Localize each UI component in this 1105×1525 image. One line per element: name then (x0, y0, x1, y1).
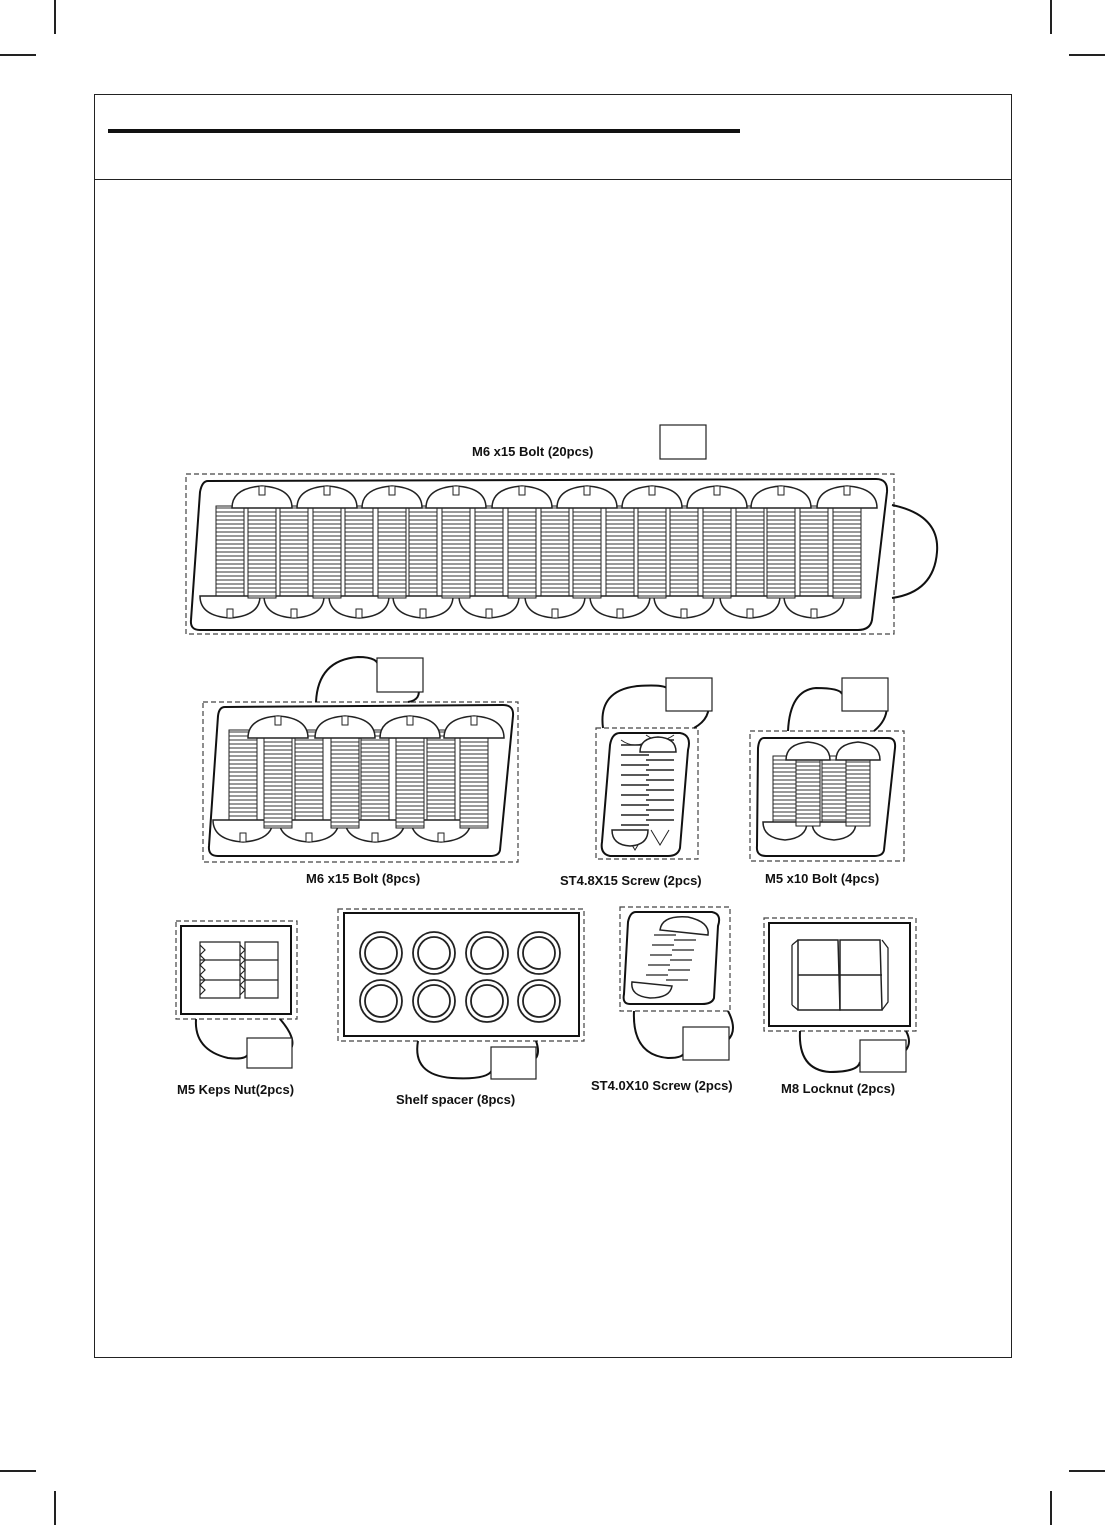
part-label-st40x10-screw: ST4.0X10 Screw (2pcs) (591, 1078, 733, 1093)
part-label-shelf-spacer: Shelf spacer (8pcs) (396, 1092, 516, 1107)
part-label-m6x15-bolt-8: M6 x15 Bolt (8pcs) (306, 871, 421, 886)
part-label-m5-keps-nut: M5 Keps Nut(2pcs) (177, 1082, 295, 1097)
part-label-st48x15-screw: ST4.8X15 Screw (2pcs) (560, 873, 702, 888)
part-label-m5x10-bolt: M5 x10 Bolt (4pcs) (765, 871, 880, 886)
part-label-m6x15-bolt-20: M6 x15 Bolt (20pcs) (472, 444, 594, 459)
part-st48x15-screw-illustration (596, 678, 712, 859)
part-label-m8-locknut: M8 Locknut (2pcs) (781, 1081, 896, 1096)
part-m5-keps-nut-illustration (176, 921, 297, 1068)
part-m6x15-bolt-8-illustration (203, 657, 518, 862)
part-m8-locknut-illustration (764, 918, 916, 1072)
part-st40x10-screw-illustration (620, 907, 733, 1060)
part-shelf-spacer-illustration (338, 909, 584, 1079)
part-m5x10-bolt-illustration (750, 678, 904, 861)
